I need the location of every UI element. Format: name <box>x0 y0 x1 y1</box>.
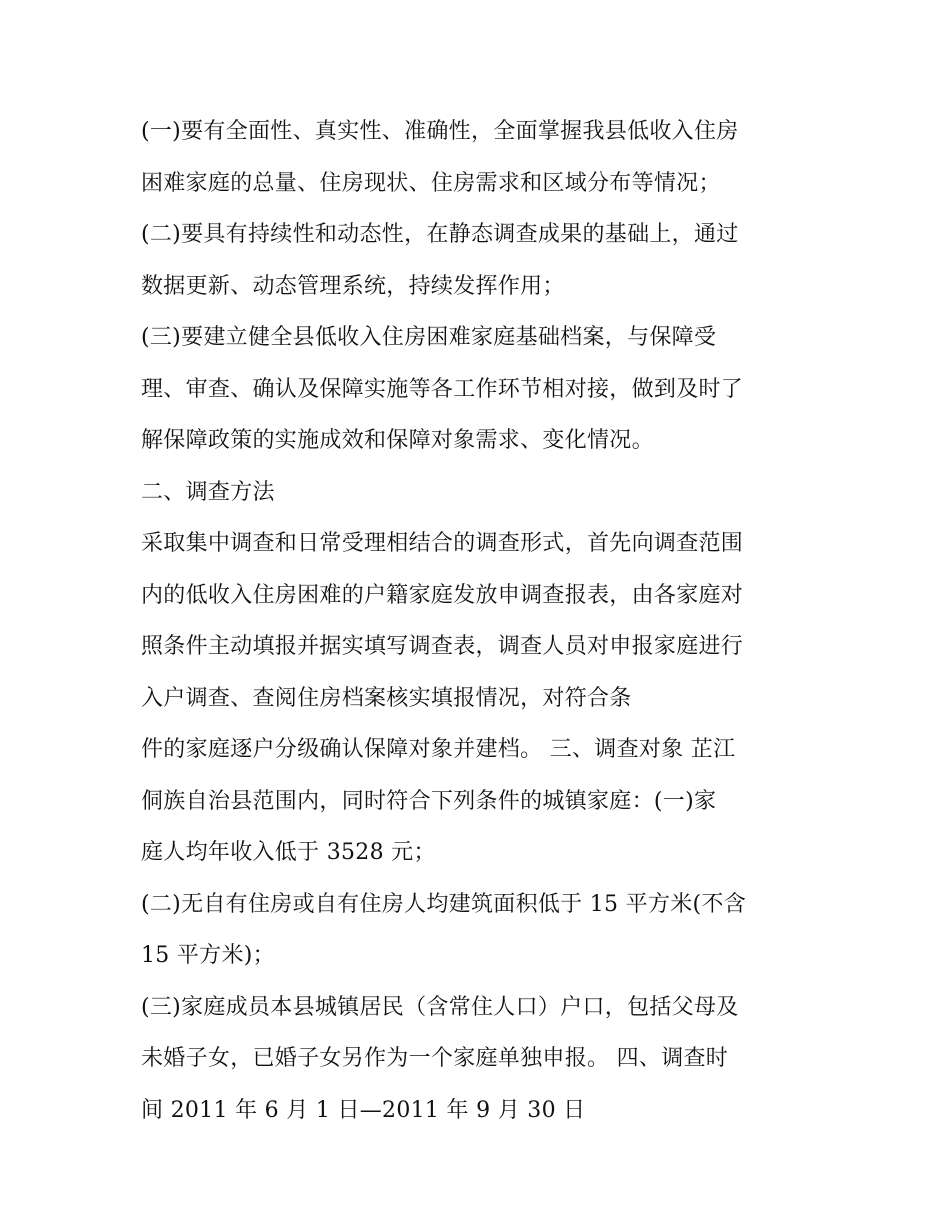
text-line: (三)要建立健全县低收入住房困难家庭基础档案，与保障受 <box>141 325 717 350</box>
document-body <box>141 106 821 1136</box>
text-line: (三)家庭成员本县城镇居民（含常住人口）户口，包括父母及 <box>141 994 739 1020</box>
text-line: (二)要具有持续性和动态性，在静态调查成果的基础上，通过 <box>141 222 739 247</box>
text-line: 未婚子女，已婚子女另作为一个家庭单独申报。 四、调查时 <box>141 1046 729 1071</box>
section-heading: 二、调查方法 <box>141 479 275 505</box>
text-line: 件的家庭逐户分级确认保障对象并建档。 三、调查对象 芷江 <box>141 737 736 762</box>
text-line: (一)要有全面性、真实性、准确性，全面掌握我县低收入住房 <box>141 119 739 144</box>
text-line: 解保障政策的实施成效和保障对象需求、变化情况。 <box>141 428 654 453</box>
text-line: 困难家庭的总量、住房现状、住房需求和区域分布等情况； <box>141 170 721 196</box>
text-line: 入户调查、查阅住房档案核实填报情况，对符合条 <box>141 685 632 711</box>
text-line: 照条件主动填报并据实填写调查表，调查人员对申报家庭进行 <box>141 634 744 659</box>
text-line: 理、审查、确认及保障实施等各工作环节相对接，做到及时了 <box>141 376 744 402</box>
text-line: 内的低收入住房困难的户籍家庭发放申调查报表，由各家庭对 <box>141 582 744 608</box>
text-line: 侗族自治县范围内，同时符合下列条件的城镇家庭：(一)家 <box>141 788 717 814</box>
text-line: 间 2011 年 6 月 1 日—2011 年 9 月 30 日 <box>141 1097 586 1123</box>
text-line: (二)无自有住房或自有住房人均建筑面积低于 15 平方米(不含 <box>141 891 747 917</box>
text-line: 庭人均年收入低于 3528 元； <box>141 840 436 865</box>
text-line: 采取集中调查和日常受理相结合的调查形式，首先向调查范围 <box>141 531 744 556</box>
text-line: 数据更新、动态管理系统，持续发挥作用； <box>141 273 565 299</box>
text-line: 15 平方米)； <box>141 943 275 968</box>
